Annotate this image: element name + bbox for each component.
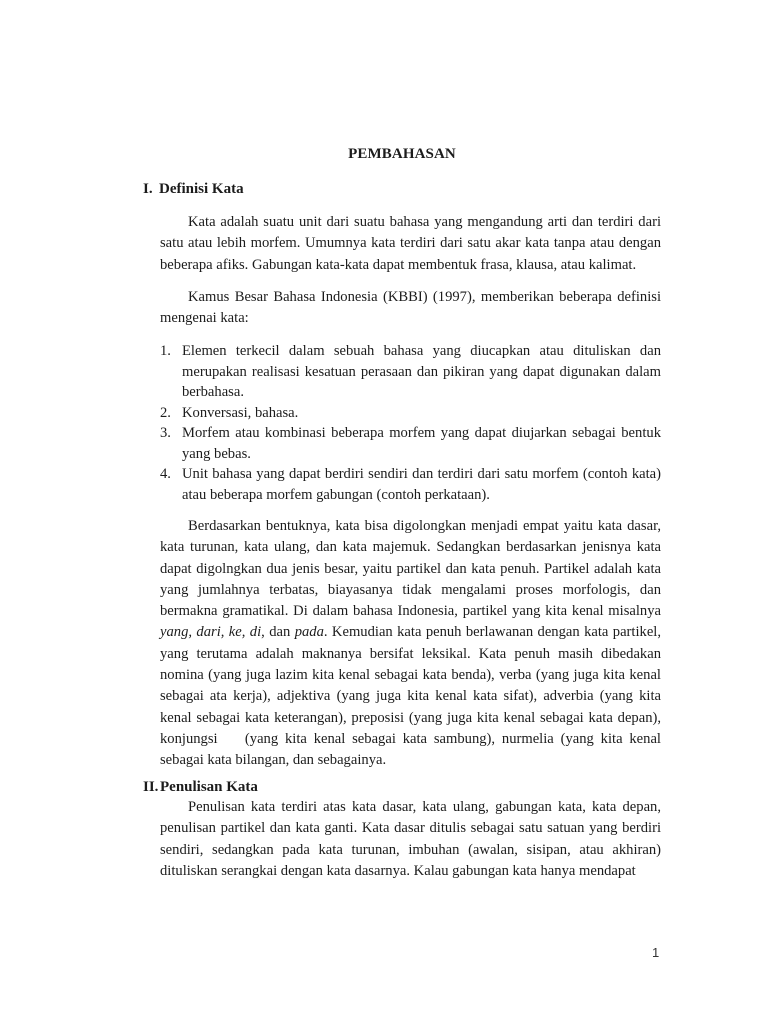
paragraph-text — [160, 516, 661, 772]
list-item-text: Konversasi, bahasa. — [182, 404, 299, 421]
list-item — [160, 423, 661, 464]
paragraph-definition — [160, 212, 661, 276]
text-run: . Kemudian kata penuh berlawanan dengan kata partikel, yang terutama adalah maknanya bersifat leksikal. Kata penuh masih dibedakan nomina (yang juga lazim kita kenal sebagai kata benda), verba (yang juga kita kenal sebagai ata kerja), adjektiva (yang juga kita kenal kata sifat), adverbia (yang kita kenal sebagai kata keterangan), preposisi (yang juga kita kenal sebagai kata depan), konjungsi (yang kita kenal sebagai kata sambung), nurmelia (yang kita kenal sebagai kata bilangan, dan sebagainya. — [160, 624, 661, 769]
section-number: II. — [143, 779, 159, 795]
text-run: Berdasarkan bentuknya, kata bisa digolongkan menjadi empat yaitu kata dasar, kata turunan, kata ulang, dan kata majemuk. Sedangkan berdasarkan jenisnya kata dapat digolngkan dua jenis besar, yaitu partikel dan kata penuh. Partikel adalah kata yang jumlahnya terbatas, biayasanya tidak mengalami proses morfologis, dan bermakna gramatikal. Di dalam bahasa Indonesia, partikel yang kita kenal misalnya — [160, 518, 661, 620]
list-number: 1. — [160, 343, 171, 359]
italic-text-run: yang, dari, ke, di — [160, 624, 262, 641]
section-number: I. — [143, 181, 153, 197]
page-title: PEMBAHASAN — [348, 146, 456, 162]
list-number: 4. — [160, 466, 171, 482]
list-item-text: Elemen terkecil dalam sebuah bahasa yang diucapkan atau dituliskan dan merupakan realisasi kesatuan perasaan dan pikiran yang dapat digunakan dalam berbahasa. — [182, 343, 661, 400]
list-item-text: Morfem atau kombinasi beberapa morfem yang dapat diujarkan sebagai bentuk yang bebas. — [182, 425, 661, 462]
section-heading-penulisan-kata — [143, 779, 258, 796]
text-run: , dan — [261, 624, 295, 641]
section-heading-text: Penulisan Kata — [160, 779, 258, 795]
list-item — [160, 464, 661, 505]
kbbi-definition-list — [160, 341, 661, 505]
section-heading-definisi-kata — [143, 181, 244, 198]
italic-text-run: pada — [294, 624, 324, 641]
paragraph-kbbi — [160, 287, 661, 330]
paragraph-text: Kamus Besar Bahasa Indonesia (KBBI) (1997), memberikan beberapa definisi mengenai kata: — [160, 289, 661, 327]
section-heading-text: Definisi Kata — [159, 181, 244, 197]
list-item — [160, 403, 661, 424]
list-item — [160, 341, 661, 403]
list-number: 2. — [160, 404, 171, 421]
paragraph-text: Penulisan kata terdiri atas kata dasar, kata ulang, gabungan kata, kata depan, penulisan partikel dan kata ganti. Kata dasar ditulis sebagai satu satuan yang berdiri sendiri, sedangkan pada kata turunan, imbuhan (awalan, sisipan, atau akhiran) dituliskan serangkai dengan kata dasarnya. Kalau gabungan kata hanya mendapat — [160, 799, 661, 879]
page-number: 1 — [652, 945, 660, 960]
paragraph-word-classes — [160, 516, 661, 772]
list-item-text: Unit bahasa yang dapat berdiri sendiri dan terdiri dari satu morfem (contoh kata) atau beberapa morfem gabungan (contoh perkataan). — [182, 466, 661, 503]
list-number: 3. — [160, 425, 171, 441]
paragraph-text: Kata adalah suatu unit dari suatu bahasa yang mengandung arti dan terdiri dari satu atau lebih morfem. Umumnya kata terdiri dari satu akar kata tanpa atau dengan beberapa afiks. Gabungan kata-kata dapat membentuk frasa, klausa, atau kalimat. — [160, 214, 661, 273]
paragraph-penulisan — [160, 797, 661, 882]
